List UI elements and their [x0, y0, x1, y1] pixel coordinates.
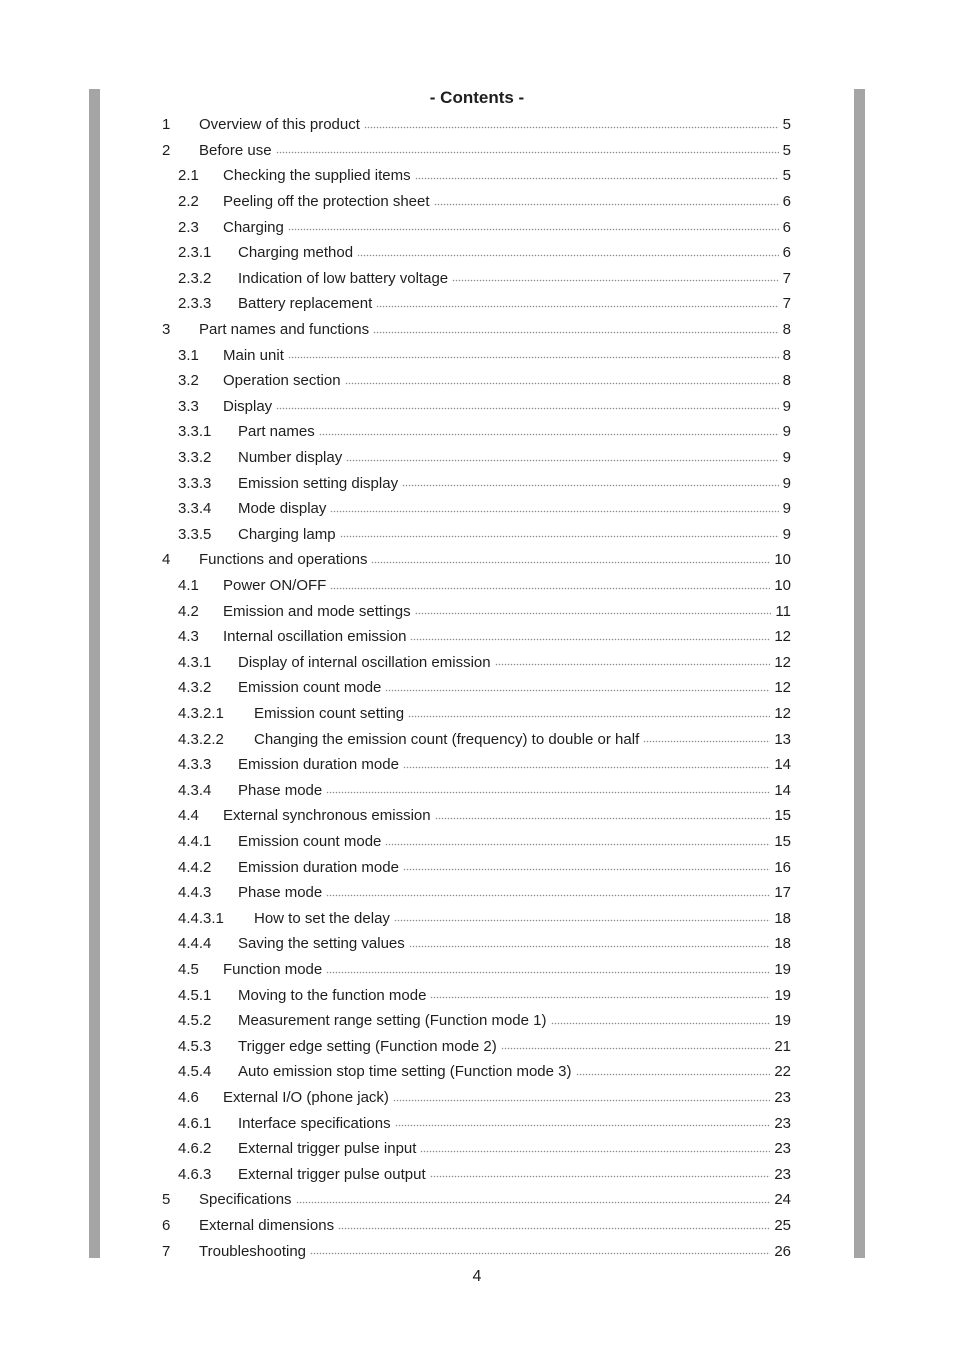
- toc-section-number: 4.4: [178, 807, 199, 825]
- dot-leader: [345, 376, 779, 386]
- dot-leader: [385, 683, 770, 693]
- toc-page-number: 16: [774, 858, 791, 876]
- dot-leader: [430, 990, 770, 1000]
- toc-section-title: Checking the supplied items: [223, 167, 411, 185]
- toc-section-number: 3.3.1: [178, 423, 212, 441]
- dot-leader: [338, 1221, 770, 1231]
- toc-page-number: 6: [782, 218, 791, 236]
- toc-entry[interactable]: [0, 880, 954, 906]
- toc-section-number: 4.3.1: [178, 653, 212, 671]
- toc-page-number: 9: [782, 423, 791, 441]
- toc-entry[interactable]: [0, 803, 954, 829]
- toc-page-number: 18: [774, 909, 791, 927]
- toc-section-number: 4.1: [178, 577, 199, 595]
- toc-entry[interactable]: [0, 317, 954, 343]
- toc-entry[interactable]: [0, 1213, 954, 1239]
- toc-section-number: 4.4.3.1: [178, 909, 224, 927]
- toc-entry[interactable]: [0, 266, 954, 292]
- toc-page-number: 8: [782, 321, 791, 339]
- toc-page-number: 8: [782, 346, 791, 364]
- toc-entry[interactable]: [0, 1008, 954, 1034]
- dot-leader: [410, 632, 770, 642]
- dot-leader: [340, 529, 779, 539]
- toc-page-number: 19: [774, 961, 791, 979]
- toc-section-title: Part names: [238, 423, 315, 441]
- toc-section-title: External trigger pulse input: [238, 1140, 417, 1158]
- dot-leader: [296, 1195, 771, 1205]
- toc-section-title: Functions and operations: [199, 551, 368, 569]
- toc-section-title: Battery replacement: [238, 295, 373, 313]
- toc-section-number: 3: [162, 321, 171, 339]
- dot-leader: [435, 811, 771, 821]
- toc-section-number: 4.6.3: [178, 1165, 212, 1183]
- dot-leader: [643, 734, 770, 744]
- toc-section-title: How to set the delay: [254, 909, 390, 927]
- toc-section-title: Charging method: [238, 244, 354, 262]
- dot-leader: [452, 273, 779, 283]
- toc-entry[interactable]: [0, 1034, 954, 1060]
- toc-section-title: External dimensions: [199, 1217, 335, 1235]
- toc-section-title: Emission and mode settings: [223, 602, 411, 620]
- toc-page-number: 19: [774, 1012, 791, 1030]
- toc-entry[interactable]: [0, 957, 954, 983]
- toc-entry[interactable]: [0, 522, 954, 548]
- toc-page-number: 23: [774, 1114, 791, 1132]
- toc-page-number: 8: [782, 372, 791, 390]
- toc-entry[interactable]: [0, 1110, 954, 1136]
- dot-leader: [402, 478, 779, 488]
- dot-leader: [395, 1118, 771, 1128]
- toc-section-number: 3.1: [178, 346, 199, 364]
- toc-section-title: Operation section: [223, 372, 341, 390]
- toc-section-title: Internal oscillation emission: [223, 628, 407, 646]
- toc-page-number: 18: [774, 935, 791, 953]
- dot-leader: [376, 299, 778, 309]
- toc-section-title: Mode display: [238, 500, 327, 518]
- dot-leader: [330, 581, 770, 591]
- dot-leader: [357, 248, 779, 258]
- toc-entry[interactable]: [0, 675, 954, 701]
- dot-leader: [434, 197, 779, 207]
- toc-entry[interactable]: [0, 342, 954, 368]
- toc-entry[interactable]: [0, 240, 954, 266]
- toc-section-number: 4.3.3: [178, 756, 212, 774]
- toc-entry[interactable]: [0, 189, 954, 215]
- dot-leader: [326, 785, 770, 795]
- toc-page-number: 13: [774, 730, 791, 748]
- toc-entry[interactable]: [0, 1136, 954, 1162]
- toc-section-number: 4.5: [178, 961, 199, 979]
- toc-page-number: 14: [774, 781, 791, 799]
- toc-section-title: Overview of this product: [199, 116, 360, 134]
- toc-page-number: 23: [774, 1140, 791, 1158]
- toc-section-title: Power ON/OFF: [223, 577, 327, 595]
- toc-section-title: Emission count mode: [238, 833, 382, 851]
- dot-leader: [326, 888, 770, 898]
- toc-entry[interactable]: [0, 445, 954, 471]
- toc-page-number: 15: [774, 833, 791, 851]
- dot-leader: [430, 1169, 771, 1179]
- toc-entry[interactable]: [0, 394, 954, 420]
- toc-entry[interactable]: [0, 547, 954, 573]
- toc-section-title: Number display: [238, 449, 343, 467]
- dot-leader: [576, 1067, 771, 1077]
- toc-section-title: Before use: [199, 141, 272, 159]
- toc-entry[interactable]: [0, 419, 954, 445]
- toc-page-number: 26: [774, 1242, 791, 1260]
- toc-section-title: Peeling off the protection sheet: [223, 193, 430, 211]
- toc-page-number: 9: [782, 397, 791, 415]
- dot-leader: [415, 171, 779, 181]
- toc-section-number: 4.3.4: [178, 781, 212, 799]
- toc-page-number: 5: [782, 116, 791, 134]
- toc-entry[interactable]: [0, 598, 954, 624]
- toc-entry[interactable]: [0, 1059, 954, 1085]
- toc-section-title: Troubleshooting: [199, 1242, 307, 1260]
- toc-section-number: 3.3.5: [178, 525, 212, 543]
- toc-section-title: Emission duration mode: [238, 756, 399, 774]
- toc-section-number: 2.3: [178, 218, 199, 236]
- toc-section-title: Interface specifications: [238, 1114, 391, 1132]
- toc-section-number: 4.4.1: [178, 833, 212, 851]
- toc-section-title: Function mode: [223, 961, 323, 979]
- toc-section-number: 4.3.2.2: [178, 730, 224, 748]
- toc-page-number: 6: [782, 193, 791, 211]
- dot-leader: [276, 401, 778, 411]
- toc-section-title: Changing the emission count (frequency) to double or half: [254, 730, 640, 748]
- dot-leader: [373, 325, 779, 335]
- toc-entry[interactable]: [0, 726, 954, 752]
- toc-section-title: External I/O (phone jack): [223, 1089, 389, 1107]
- toc-section-number: 4.3: [178, 628, 199, 646]
- toc-entry[interactable]: [0, 1085, 954, 1111]
- toc-page-number: 12: [774, 653, 791, 671]
- toc-section-number: 4.3.2: [178, 679, 212, 697]
- toc-page-number: 17: [774, 884, 791, 902]
- dot-leader: [394, 913, 770, 923]
- toc-entry[interactable]: [0, 701, 954, 727]
- toc-entry[interactable]: [0, 624, 954, 650]
- toc-entry[interactable]: [0, 291, 954, 317]
- toc-page-number: 7: [782, 295, 791, 313]
- dot-leader: [420, 1144, 770, 1154]
- toc-entry[interactable]: [0, 496, 954, 522]
- toc-section-title: Display of internal oscillation emission: [238, 653, 491, 671]
- toc-section-title: External synchronous emission: [223, 807, 431, 825]
- dot-leader: [371, 555, 770, 565]
- dot-leader: [319, 427, 779, 437]
- toc-entry[interactable]: [0, 573, 954, 599]
- toc-page-number: 7: [782, 269, 791, 287]
- toc-section-number: 3.3.3: [178, 474, 212, 492]
- dot-leader: [288, 222, 779, 232]
- dot-leader: [393, 1093, 770, 1103]
- toc-section-number: 4.5.4: [178, 1063, 212, 1081]
- toc-section-number: 4.4.4: [178, 935, 212, 953]
- toc-section-title: Indication of low battery voltage: [238, 269, 449, 287]
- toc-page-number: 5: [782, 167, 791, 185]
- toc-entry[interactable]: [0, 854, 954, 880]
- toc-section-number: 4.5.3: [178, 1037, 212, 1055]
- toc-section-number: 2: [162, 141, 171, 159]
- dot-leader: [551, 1016, 771, 1026]
- dot-leader: [501, 1041, 771, 1051]
- toc-section-number: 4.3.2.1: [178, 705, 224, 723]
- toc-page-number: 23: [774, 1165, 791, 1183]
- dot-leader: [288, 350, 779, 360]
- toc-section-title: Main unit: [223, 346, 284, 364]
- toc-section-title: External trigger pulse output: [238, 1165, 426, 1183]
- toc-section-title: Trigger edge setting (Function mode 2): [238, 1037, 497, 1055]
- toc-section-title: Emission count mode: [238, 679, 382, 697]
- toc-section-number: 3.3: [178, 397, 199, 415]
- toc-entry[interactable]: [0, 368, 954, 394]
- toc-page-number: 6: [782, 244, 791, 262]
- toc-section-title: Saving the setting values: [238, 935, 405, 953]
- dot-leader: [276, 145, 779, 155]
- toc-entry[interactable]: [0, 829, 954, 855]
- toc-page-number: 24: [774, 1191, 791, 1209]
- dot-leader: [409, 939, 771, 949]
- toc-page-number: 12: [774, 628, 791, 646]
- toc-section-number: 7: [162, 1242, 171, 1260]
- toc-entry[interactable]: [0, 470, 954, 496]
- toc-section-title: Charging lamp: [238, 525, 336, 543]
- dot-leader: [310, 1246, 770, 1256]
- toc-page-number: 21: [774, 1037, 791, 1055]
- toc-page-number: 9: [782, 474, 791, 492]
- toc-section-title: Phase mode: [238, 884, 323, 902]
- toc-entry[interactable]: [0, 650, 954, 676]
- toc-page-number: 15: [774, 807, 791, 825]
- toc-entry[interactable]: [0, 1238, 954, 1264]
- toc-section-number: 3.3.4: [178, 500, 212, 518]
- toc-section-title: Emission setting display: [238, 474, 399, 492]
- dot-leader: [346, 453, 778, 463]
- dot-leader: [408, 709, 770, 719]
- toc-section-number: 2.3.3: [178, 295, 212, 313]
- page-title: - Contents -: [429, 88, 525, 107]
- toc-page-number: 10: [774, 551, 791, 569]
- toc-page-number: 9: [782, 500, 791, 518]
- toc-entry[interactable]: [0, 1162, 954, 1188]
- toc-section-number: 1: [162, 116, 171, 134]
- toc-section-number: 4.5.2: [178, 1012, 212, 1030]
- toc-page-number: 9: [782, 525, 791, 543]
- toc-section-number: 6: [162, 1217, 171, 1235]
- toc-page-number: 22: [774, 1063, 791, 1081]
- toc-page-number: 10: [774, 577, 791, 595]
- toc-section-title: Display: [223, 397, 273, 415]
- toc-section-title: Part names and functions: [199, 321, 370, 339]
- dot-leader: [415, 606, 772, 616]
- toc-entry[interactable]: [0, 752, 954, 778]
- toc-page-number: 12: [774, 679, 791, 697]
- dot-leader: [364, 120, 779, 130]
- toc-entry[interactable]: [0, 112, 954, 138]
- toc-section-number: 4.4.2: [178, 858, 212, 876]
- dot-leader: [385, 837, 770, 847]
- toc-page-number: 5: [782, 141, 791, 159]
- toc-section-title: Specifications: [199, 1191, 292, 1209]
- toc-section-title: Auto emission stop time setting (Function mode 3): [238, 1063, 572, 1081]
- toc-entry[interactable]: [0, 906, 954, 932]
- dot-leader: [403, 862, 770, 872]
- toc-section-number: 4.6.1: [178, 1114, 212, 1132]
- toc-page-number: 14: [774, 756, 791, 774]
- toc-section-number: 3.2: [178, 372, 199, 390]
- toc-section-number: 4.2: [178, 602, 199, 620]
- toc-section-number: 2.3.2: [178, 269, 212, 287]
- toc-section-number: 4.4.3: [178, 884, 212, 902]
- dot-leader: [326, 965, 770, 975]
- toc-section-title: Emission count setting: [254, 705, 405, 723]
- toc-section-number: 4: [162, 551, 171, 569]
- toc-entry[interactable]: [0, 214, 954, 240]
- toc-section-number: 3.3.2: [178, 449, 212, 467]
- dot-leader: [330, 504, 778, 514]
- toc-section-number: 4.6: [178, 1089, 199, 1107]
- toc-section-title: Moving to the function mode: [238, 986, 427, 1004]
- toc-page-number: 12: [774, 705, 791, 723]
- toc-entry[interactable]: [0, 778, 954, 804]
- toc-page-number: 19: [774, 986, 791, 1004]
- toc-section-title: Emission duration mode: [238, 858, 399, 876]
- page-number: 4: [472, 1268, 482, 1285]
- toc-section-number: 2.1: [178, 167, 199, 185]
- toc-page-number: 23: [774, 1089, 791, 1107]
- toc-section-number: 4.6.2: [178, 1140, 212, 1158]
- toc-section-title: Phase mode: [238, 781, 323, 799]
- toc-entry[interactable]: [0, 931, 954, 957]
- toc-page-number: 9: [782, 449, 791, 467]
- dot-leader: [403, 760, 770, 770]
- toc-page-number: 11: [775, 602, 791, 620]
- toc-section-number: 5: [162, 1191, 171, 1209]
- toc-entry[interactable]: [0, 982, 954, 1008]
- toc-page-number: 25: [774, 1217, 791, 1235]
- toc-entry[interactable]: [0, 163, 954, 189]
- toc-section-number: 2.3.1: [178, 244, 212, 262]
- toc-section-number: 4.5.1: [178, 986, 212, 1004]
- toc-section-title: Measurement range setting (Function mode 1): [238, 1012, 547, 1030]
- toc-section-title: Charging: [223, 218, 284, 236]
- dot-leader: [495, 657, 771, 667]
- toc-section-number: 2.2: [178, 193, 199, 211]
- toc-entry[interactable]: [0, 1187, 954, 1213]
- toc-entry[interactable]: [0, 138, 954, 164]
